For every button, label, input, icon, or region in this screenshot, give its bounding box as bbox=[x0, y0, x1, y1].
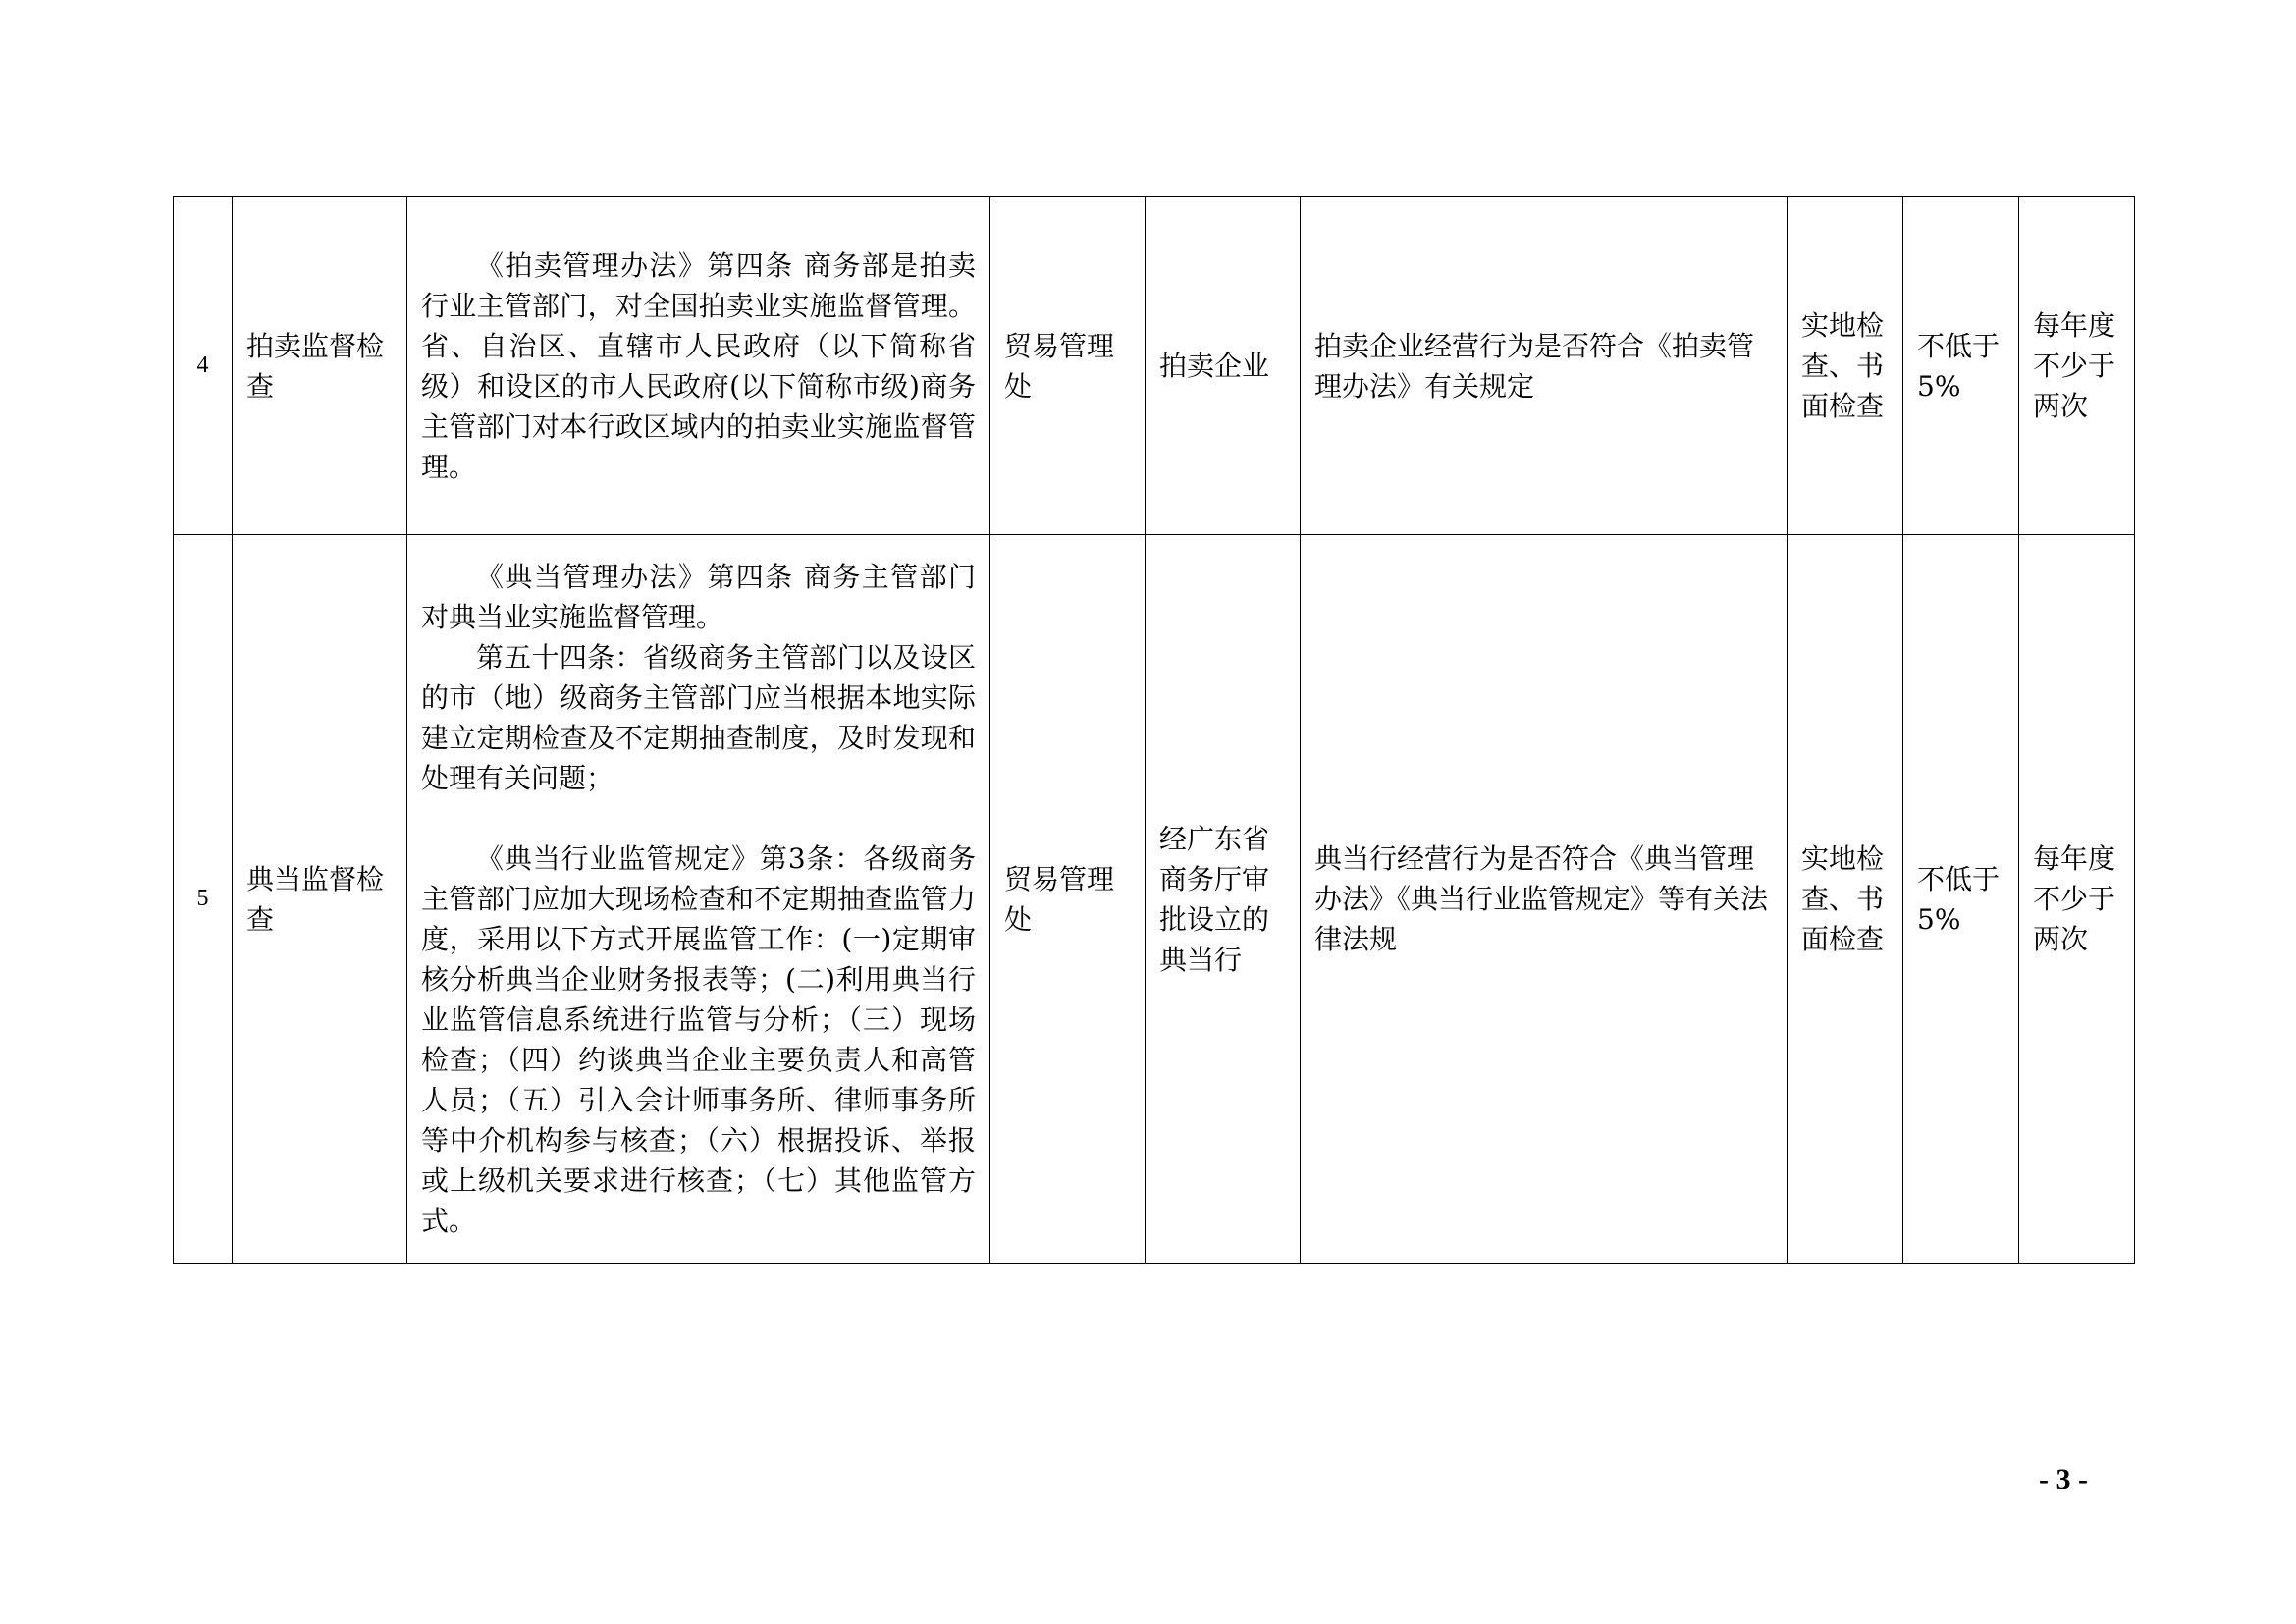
check-frequency: 每年度不少于两次 bbox=[2019, 197, 2135, 535]
row-number: 5 bbox=[174, 535, 233, 1264]
check-ratio: 不低于5% bbox=[1903, 535, 2019, 1264]
table-row bbox=[174, 535, 2135, 1264]
responsible-department: 贸易管理处 bbox=[990, 535, 1146, 1264]
basis-paragraph: 第五十四条：省级商务主管部门以及设区的市（地）级商务主管部门应当根据本地实际建立定期检查及不定期抽查制度，及时发现和处理有关问题； bbox=[421, 641, 976, 794]
table-row bbox=[174, 197, 2135, 535]
check-item: 典当监督检查 bbox=[233, 535, 407, 1264]
check-target: 经广东省商务厅审批设立的典当行 bbox=[1146, 535, 1301, 1264]
legal-basis bbox=[407, 197, 990, 535]
responsible-department: 贸易管理处 bbox=[990, 197, 1146, 535]
check-method: 实地检查、书面检查 bbox=[1788, 197, 1903, 535]
check-content: 典当行经营行为是否符合《典当管理办法》《典当行业监管规定》等有关法律法规 bbox=[1301, 535, 1788, 1264]
legal-basis bbox=[407, 535, 990, 1264]
paragraph-gap bbox=[421, 798, 976, 839]
page-number: - 3 - bbox=[2039, 1463, 2088, 1495]
supervision-table bbox=[173, 196, 2135, 1264]
basis-paragraph: 《典当管理办法》第四条 商务主管部门对典当业实施监督管理。 bbox=[421, 561, 976, 633]
check-target: 拍卖企业 bbox=[1146, 197, 1301, 535]
basis-paragraph: 《拍卖管理办法》第四条 商务部是拍卖行业主管部门，对全国拍卖业实施监督管理。省、自治区、直辖市人民政府（以下简称省级）和设区的市人民政府(以下简称市级)商务主管部门对本行政区域内的拍卖业实施监督管理。 bbox=[421, 248, 976, 483]
check-content: 拍卖企业经营行为是否符合《拍卖管理办法》有关规定 bbox=[1301, 197, 1788, 535]
check-method: 实地检查、书面检查 bbox=[1788, 535, 1903, 1264]
check-frequency: 每年度不少于两次 bbox=[2019, 535, 2135, 1264]
check-ratio: 不低于5% bbox=[1903, 197, 2019, 535]
check-item: 拍卖监督检查 bbox=[233, 197, 407, 535]
basis-paragraph: 《典当行业监管规定》第3条：各级商务主管部门应加大现场检查和不定期抽查监管力度，采用以下方式开展监管工作：(一)定期审核分析典当企业财务报表等；(二)利用典当行业监管信息系统进行监管与分析；（三）现场检查；（四）约谈典当企业主要负责人和高管人员；（五）引入会计师事务所、律师事务所等中介机构参与核查；（六）根据投诉、举报或上级机关要求进行核查；（七）其他监管方式。 bbox=[421, 842, 976, 1237]
row-number: 4 bbox=[174, 197, 233, 535]
